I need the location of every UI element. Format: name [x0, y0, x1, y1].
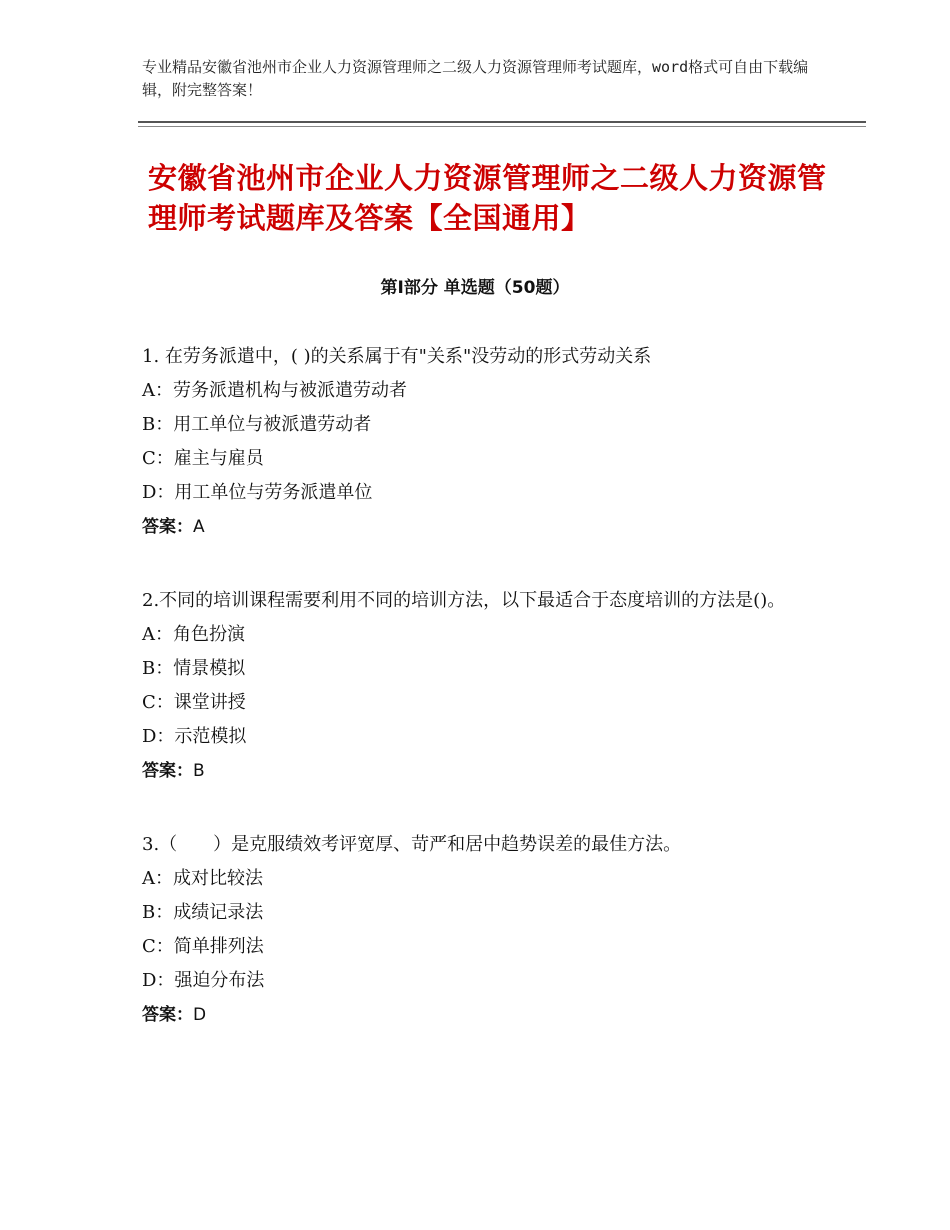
document-title: 安徽省池州市企业人力资源管理师之二级人力资源管理师考试题库及答案【全国通用】: [148, 161, 827, 235]
answer-label: 答案：: [142, 761, 193, 781]
section-title: 第Ⅰ部分 单选题（50题）: [380, 278, 570, 298]
question-stem: 1. 在劳务派遣中，( )的关系属于有"关系"没劳动的形式劳动关系: [142, 346, 652, 367]
header-divider-thick: [138, 121, 866, 123]
answer-label: 答案：: [142, 517, 193, 537]
question-stem: 2.不同的培训课程需要利用不同的培训方法，以下最适合于态度培训的方法是()。: [142, 590, 786, 611]
question-1: [142, 340, 822, 544]
option-d: D：用工单位与劳务派遣单位: [142, 482, 373, 503]
option-c: C：课堂讲授: [142, 692, 246, 713]
answer-value: A: [193, 517, 205, 537]
header-divider-thin: [138, 126, 866, 127]
answer-value: D: [193, 1005, 207, 1025]
option-c: C：简单排列法: [142, 936, 264, 957]
header-note: 专业精品安徽省池州市企业人力资源管理师之二级人力资源管理师考试题库，word格式可自由下载编辑，附完整答案！: [142, 58, 809, 99]
option-a: A：劳务派遣机构与被派遣劳动者: [142, 380, 407, 401]
answer-label: 答案：: [142, 1005, 193, 1025]
answer: [142, 510, 822, 544]
option-b: B：情景模拟: [142, 658, 246, 679]
question-3: [142, 828, 822, 1032]
answer-value: B: [193, 761, 205, 781]
question-stem: 3.（ ）是克服绩效考评宽厚、苛严和居中趋势误差的最佳方法。: [142, 834, 682, 855]
answer: [142, 998, 822, 1032]
question-2: [142, 584, 822, 788]
option-d: D：示范模拟: [142, 726, 247, 747]
option-b: B：用工单位与被派遣劳动者: [142, 414, 372, 435]
option-b: B：成绩记录法: [142, 902, 264, 923]
option-a: A：成对比较法: [142, 868, 263, 889]
option-c: C：雇主与雇员: [142, 448, 264, 469]
question-list: [142, 340, 822, 1072]
answer: [142, 754, 822, 788]
option-d: D：强迫分布法: [142, 970, 265, 991]
option-a: A：角色扮演: [142, 624, 245, 645]
